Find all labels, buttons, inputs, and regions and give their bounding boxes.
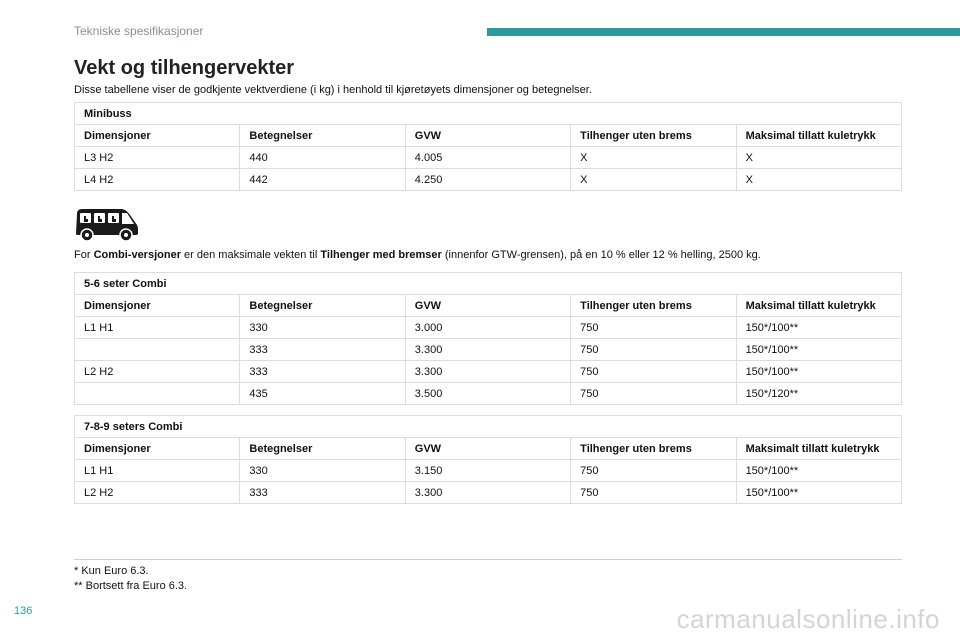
header-cell: GVW xyxy=(405,295,570,317)
table-cell: 435 xyxy=(240,383,405,405)
footnote-2: ** Bortsett fra Euro 6.3. xyxy=(74,580,188,592)
section-label: Tekniske spesifikasjoner xyxy=(74,24,204,38)
header-cell: Dimensjoner xyxy=(75,438,240,460)
table-cell: 150*/100** xyxy=(736,460,901,482)
table-row xyxy=(75,169,902,191)
table-header-row xyxy=(75,125,902,147)
table-row xyxy=(75,361,902,383)
table-cell: 4.250 xyxy=(405,169,570,191)
table-cell: 333 xyxy=(240,482,405,504)
table-cell: L3 H2 xyxy=(75,147,240,169)
table-cell: L2 H2 xyxy=(75,361,240,383)
table-cell: 3.300 xyxy=(405,361,570,383)
table-cell: 750 xyxy=(571,460,736,482)
table-cell: 150*/100** xyxy=(736,317,901,339)
table-cell: 3.300 xyxy=(405,339,570,361)
table-row xyxy=(75,383,902,405)
intro-text: Disse tabellene viser de godkjente vektverdiene (i kg) i henhold til kjøretøyets dimensjoner og betegnelser. xyxy=(74,84,592,96)
footnote-1: * Kun Euro 6.3. xyxy=(74,565,149,577)
header-cell: Tilhenger uten brems xyxy=(571,125,736,147)
table-cell: 150*/100** xyxy=(736,339,901,361)
table-cell: X xyxy=(736,169,901,191)
table-cell: 3.150 xyxy=(405,460,570,482)
table-cell: 150*/100** xyxy=(736,361,901,383)
table-cell: 150*/100** xyxy=(736,482,901,504)
table-caption: 7-8-9 seters Combi xyxy=(75,416,902,438)
table-cell: 3.300 xyxy=(405,482,570,504)
table-header-row xyxy=(75,295,902,317)
passenger-van-icon xyxy=(74,205,140,241)
header-cell: Maksimal tillatt kuletrykk xyxy=(736,125,901,147)
table-cell: 333 xyxy=(240,339,405,361)
note-bold-combi: Combi-versjoner xyxy=(93,249,181,261)
table-cell: X xyxy=(736,147,901,169)
table-row xyxy=(75,147,902,169)
table-cell: X xyxy=(571,169,736,191)
table-row xyxy=(75,317,902,339)
page-title: Vekt og tilhengervekter xyxy=(74,57,295,79)
footnote-divider xyxy=(74,559,902,560)
header-accent-bar xyxy=(487,28,960,36)
header-cell: GVW xyxy=(405,438,570,460)
table-cell: 440 xyxy=(240,147,405,169)
header-cell: Betegnelser xyxy=(240,125,405,147)
table-cell: 750 xyxy=(571,482,736,504)
table-cell xyxy=(75,339,240,361)
table-cell: 150*/120** xyxy=(736,383,901,405)
header-cell: Maksimal tillatt kuletrykk xyxy=(736,295,901,317)
table-row xyxy=(75,460,902,482)
header-cell: Dimensjoner xyxy=(75,295,240,317)
table-caption-row xyxy=(75,103,902,125)
table-caption-row xyxy=(75,273,902,295)
note-text: For xyxy=(74,249,94,261)
table-cell: L1 H1 xyxy=(75,317,240,339)
table-cell: X xyxy=(571,147,736,169)
table-header-row xyxy=(75,438,902,460)
table-cell: L1 H1 xyxy=(75,460,240,482)
table-cell: L4 H2 xyxy=(75,169,240,191)
combi-7-8-9-table xyxy=(74,415,902,504)
combi-trailer-note xyxy=(74,249,761,261)
header-cell: Tilhenger uten brems xyxy=(571,295,736,317)
table-caption: Minibuss xyxy=(75,103,902,125)
table-cell: 750 xyxy=(571,361,736,383)
page-number: 136 xyxy=(14,605,33,617)
header-cell: Dimensjoner xyxy=(75,125,240,147)
table-cell: 750 xyxy=(571,383,736,405)
table-cell: 330 xyxy=(240,317,405,339)
table-cell: 750 xyxy=(571,317,736,339)
table-cell: 333 xyxy=(240,361,405,383)
header-cell: Betegnelser xyxy=(240,295,405,317)
table-cell xyxy=(75,383,240,405)
table-row xyxy=(75,339,902,361)
table-cell: L2 H2 xyxy=(75,482,240,504)
table-cell: 330 xyxy=(240,460,405,482)
header-cell: Betegnelser xyxy=(240,438,405,460)
table-cell: 750 xyxy=(571,339,736,361)
table-caption-row xyxy=(75,416,902,438)
table-cell: 3.500 xyxy=(405,383,570,405)
note-text: (innenfor GTW-grensen), på en 10 % eller 12 % helling, 2500 kg. xyxy=(441,249,761,261)
watermark: carmanualsonline.info xyxy=(676,604,940,634)
header-cell: Maksimalt tillatt kuletrykk xyxy=(736,438,901,460)
header-cell: GVW xyxy=(405,125,570,147)
table-cell: 4.005 xyxy=(405,147,570,169)
table-cell: 442 xyxy=(240,169,405,191)
table-row xyxy=(75,482,902,504)
note-text: er den maksimale vekten til xyxy=(180,249,321,261)
combi-5-6-table xyxy=(74,272,902,405)
header-cell: Tilhenger uten brems xyxy=(571,438,736,460)
table-cell: 3.000 xyxy=(405,317,570,339)
minibuss-table xyxy=(74,102,902,191)
table-caption: 5-6 seter Combi xyxy=(75,273,902,295)
note-bold-trailer: Tilhenger med bremser xyxy=(320,249,442,261)
